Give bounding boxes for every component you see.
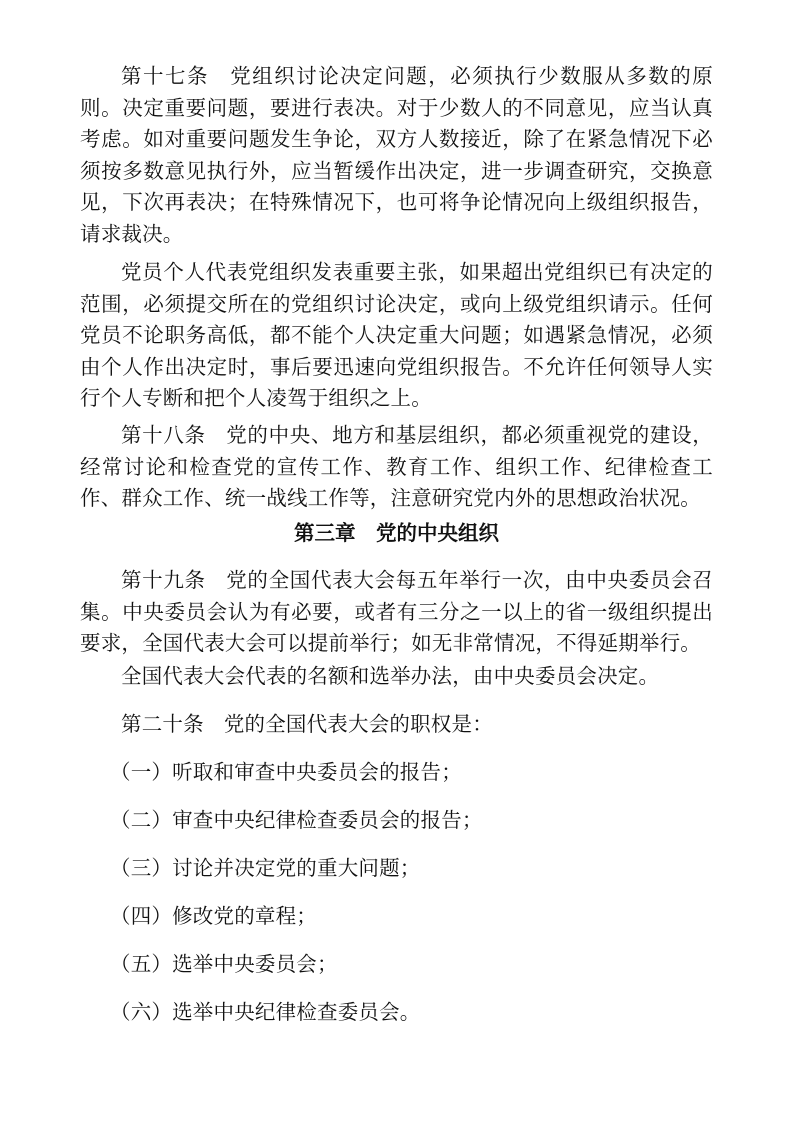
power-item-6: （六）选举中央纪律检查委员会。 xyxy=(110,1000,421,1024)
article-20-paragraph xyxy=(80,709,713,741)
power-item-1: （一）听取和审查中央委员会的报告； xyxy=(110,760,462,784)
article-19-paragraph xyxy=(80,565,713,660)
article-19-paragraph-2: 全国代表大会代表的名额和选举办法，由中央委员会决定。 xyxy=(121,664,660,688)
article-20-text: 党的全国代表大会的职权是： xyxy=(223,712,493,736)
chapter-3-heading: 第三章 党的中央组织 xyxy=(294,521,499,545)
article-19-text: 党的全国代表大会每五年举行一次，由中央委员会召集。中央委员会认为有必要，或者有三分之一以上的省一级组织提出要求，全国代表大会可以提前举行；如无非常情况，不得延期举行。 xyxy=(80,568,713,655)
article-18-text: 党的中央、地方和基层组织，都必须重视党的建设，经常讨论和检查党的宣传工作、教育工作、组织工作、纪律检查工作、群众工作、统一战线工作等，注意研究党内外的思想政治状况。 xyxy=(80,423,713,510)
article-18-label: 第十八条 xyxy=(121,423,206,447)
article-18-paragraph xyxy=(80,420,713,515)
article-17-paragraph xyxy=(80,61,713,250)
article-17-label: 第十七条 xyxy=(121,64,209,88)
power-item-3: （三）讨论并决定党的重大问题； xyxy=(110,856,421,880)
power-item-2: （二）审查中央纪律检查委员会的报告； xyxy=(110,808,483,832)
article-17-text: 党组织讨论决定问题，必须执行少数服从多数的原则。决定重要问题，要进行表决。对于少数人的不同意见，应当认真考虑。如对重要问题发生争论，双方人数接近，除了在紧急情况下必须按多数意见执行外，应当暂缓作出决定，进一步调查研究，交换意见，下次再表决；在特殊情况下，也可将争论情况向上级组织报告，请求裁决。 xyxy=(80,64,713,246)
power-item-5: （五）选举中央委员会； xyxy=(110,952,338,976)
power-item-4: （四）修改党的章程； xyxy=(110,904,317,928)
article-17-paragraph-2: 党员个人代表党组织发表重要主张，如果超出党组织已有决定的范围，必须提交所在的党组织讨论决定，或向上级党组织请示。任何党员不论职务高低，都不能个人决定重大问题；如遇紧急情况，必须由个人作出决定时，事后要迅速向党组织报告。不允许任何领导人实行个人专断和把个人凌驾于组织之上。 xyxy=(80,260,713,410)
article-19-label: 第十九条 xyxy=(121,568,206,592)
article-20-label: 第二十条 xyxy=(121,712,204,736)
